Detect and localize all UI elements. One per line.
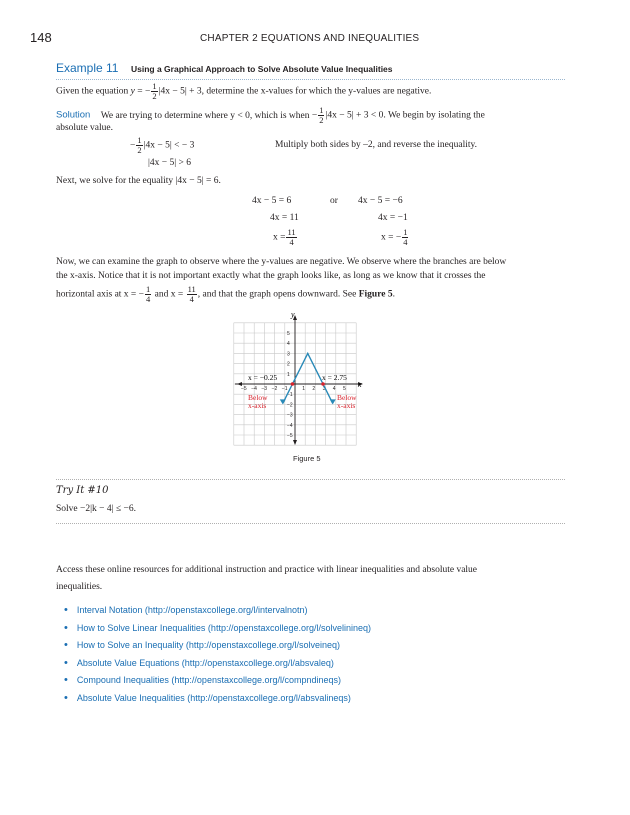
try-it-problem: Solve −2|k − 4| ≤ −6. — [56, 504, 136, 514]
solution-next: Next, we solve for the equality |4x − 5| = 6. — [56, 176, 221, 186]
y-axis-label: y — [291, 310, 295, 319]
x-tick-label: −2 — [271, 386, 278, 392]
x-tick-label: −1 — [281, 386, 288, 392]
y-tick-label: −1 — [287, 392, 293, 399]
resources-intro: Access these online resources for additional instruction and practice with linear inequalities and absolute value inequalities. — [56, 565, 478, 592]
para-line-1: Now, we can examine the graph to observe where the y-values are negative. We observe where the branches are below — [56, 257, 507, 267]
x-tick-label: −4 — [251, 386, 257, 392]
resource-link[interactable]: • Interval Notation (http://openstaxcollege.org/l/intervalnotn) — [64, 602, 371, 620]
given-statement: Given the equation y = − $\frac{1}{2}$ |4x − 5| + 3, determine the x-values for which the y-values are negative. — [56, 81, 432, 101]
try-it-label: Try It #10 — [56, 485, 109, 496]
curve-arrowhead — [330, 399, 336, 404]
try-it-divider-bottom — [56, 523, 565, 524]
solution-step-1: − $\frac{1}{2}$ |4x − 5| < − 3 — [130, 135, 195, 155]
figure-5-graph — [230, 308, 370, 448]
figure-caption: Figure 5 — [293, 454, 321, 463]
root-point — [291, 382, 295, 386]
left-root-label: x = −0.25 — [248, 373, 278, 382]
eq-right-3: x = − $\frac{1}{4}$ — [381, 227, 408, 247]
para-line-2: the x-axis. Notice that it is not important exactly what the graph looks like, as long as we know that it crosses the — [56, 271, 486, 281]
x-tick-label: 4 — [332, 386, 336, 392]
resource-link[interactable]: • Absolute Value Inequalities (http://openstaxcollege.org/l/absvalineqs) — [64, 690, 371, 708]
solution-line-2: absolute value. — [56, 123, 113, 133]
resource-link[interactable]: • How to Solve an Inequality (http://openstaxcollege.org/l/solveineq) — [64, 637, 371, 655]
root-point — [321, 382, 325, 386]
eq-right-2: 4x = −1 — [378, 213, 408, 223]
x-tick-label: 3 — [322, 386, 326, 392]
solution-label: Solution — [56, 109, 91, 121]
below-right-label-2: x-axis — [337, 401, 356, 410]
eq-right-1: 4x − 5 = −6 — [358, 196, 403, 206]
right-root-label: x = 2.75 — [322, 373, 347, 382]
example-divider — [56, 79, 565, 80]
solution-line-1: Solution We are trying to determine where y < 0, which is when − $\frac{1}{2}$ |4x − 5| + 3 < 0. We begin by isolating the — [56, 105, 485, 125]
y-tick-label: −4 — [287, 422, 293, 429]
y-axis-arrow-bottom — [293, 440, 297, 445]
chapter-heading — [200, 33, 419, 44]
fraction-one-half: $\frac{1}{2}$ — [152, 81, 157, 101]
x-tick-label: 5 — [343, 386, 346, 392]
x-tick-label: 2 — [312, 386, 316, 392]
y-tick-label: 3 — [287, 351, 290, 358]
y-tick-label: 1 — [287, 371, 290, 378]
eq-left-3: x = $\frac{11}{4}$ — [273, 227, 296, 247]
below-left-label-2: x-axis — [248, 401, 267, 410]
resource-link[interactable]: • How to Solve Linear Inequalities (http://openstaxcollege.org/l/solvelinineq) — [64, 620, 371, 638]
below-right-label-1: Below — [337, 393, 357, 402]
y-tick-label: −3 — [287, 412, 293, 419]
chapter-prefix: CHAPTER 2 — [200, 33, 258, 44]
para-line-3: horizontal axis at x = − $\frac{1}{4}$ and x = $\frac{11}{4}$ , and that the graph opens downward. See Figure 5. — [56, 284, 395, 304]
eq-or: or — [330, 196, 338, 206]
resource-link[interactable]: • Compound Inequalities (http://openstaxcollege.org/l/compndineqs) — [64, 672, 371, 690]
try-it-divider-top — [56, 479, 565, 480]
y-tick-label: −2 — [287, 402, 293, 409]
y-tick-label: 2 — [287, 361, 290, 368]
x-tick-label: −5 — [241, 386, 247, 392]
y-tick-label: −5 — [287, 433, 293, 439]
resource-link-list — [64, 602, 371, 707]
example-label: Example 11 — [56, 61, 119, 75]
y-tick-label: 4 — [287, 341, 290, 348]
chapter-title: EQUATIONS AND INEQUALITIES — [260, 33, 420, 44]
eq-left-2: 4x = 11 — [270, 213, 299, 223]
eq-left-1: 4x − 5 = 6 — [252, 196, 292, 206]
x-tick-label: 1 — [302, 386, 305, 392]
below-left-label-1: Below — [248, 393, 268, 402]
solution-step-1-note: Multiply both sides by –2, and reverse the inequality. — [275, 140, 478, 150]
x-axis-label: x — [358, 380, 362, 389]
solution-step-2: |4x − 5| > 6 — [148, 158, 192, 168]
figure-reference[interactable]: Figure 5 — [358, 289, 393, 300]
page-number: 148 — [30, 30, 52, 45]
x-tick-label: −3 — [261, 386, 268, 392]
y-tick-label: 5 — [287, 331, 290, 337]
resource-link[interactable]: • Absolute Value Equations (http://openstaxcollege.org/l/absvaleq) — [64, 655, 371, 673]
example-title: Using a Graphical Approach to Solve Absolute Value Inequalities — [131, 64, 393, 74]
